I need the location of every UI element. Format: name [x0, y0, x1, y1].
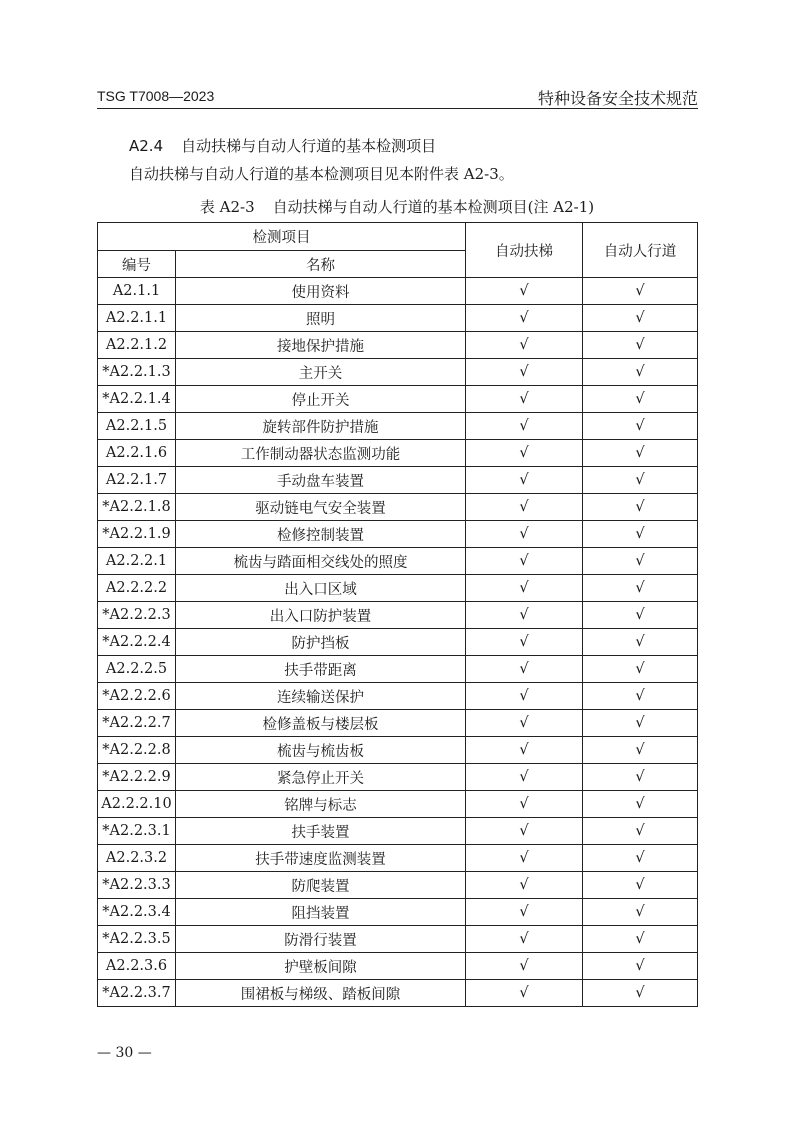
item-name-cell: 防护挡板 — [176, 629, 466, 656]
table-row — [98, 413, 698, 440]
walkway-check-cell: √ — [583, 818, 698, 845]
item-name-cell: 手动盘车装置 — [176, 467, 466, 494]
item-number-cell: *A2.2.1.4 — [98, 386, 176, 413]
escalator-check-cell: √ — [466, 980, 583, 1007]
walkway-check-cell: √ — [583, 305, 698, 332]
item-number-cell: *A2.2.2.4 — [98, 629, 176, 656]
item-name-cell: 接地保护措施 — [176, 332, 466, 359]
item-number-cell: *A2.2.3.1 — [98, 818, 176, 845]
escalator-check-cell: √ — [466, 467, 583, 494]
table-row — [98, 629, 698, 656]
table-row — [98, 494, 698, 521]
walkway-check-cell: √ — [583, 656, 698, 683]
header-item-name: 名称 — [176, 251, 466, 278]
escalator-check-cell: √ — [466, 953, 583, 980]
item-name-cell: 梳齿与踏面相交线处的照度 — [176, 548, 466, 575]
item-number-cell: *A2.2.2.6 — [98, 683, 176, 710]
item-name-cell: 防爬装置 — [176, 872, 466, 899]
table-row — [98, 386, 698, 413]
escalator-check-cell: √ — [466, 575, 583, 602]
walkway-check-cell: √ — [583, 980, 698, 1007]
table-row — [98, 332, 698, 359]
item-number-cell: *A2.2.2.7 — [98, 710, 176, 737]
item-name-cell: 护壁板间隙 — [176, 953, 466, 980]
walkway-check-cell: √ — [583, 548, 698, 575]
item-name-cell: 围裙板与梯级、踏板间隙 — [176, 980, 466, 1007]
walkway-check-cell: √ — [583, 521, 698, 548]
escalator-check-cell: √ — [466, 872, 583, 899]
table-row — [98, 683, 698, 710]
table-row — [98, 521, 698, 548]
table-caption — [0, 196, 794, 217]
walkway-check-cell: √ — [583, 710, 698, 737]
walkway-check-cell: √ — [583, 737, 698, 764]
section-heading — [129, 135, 436, 156]
table-row — [98, 926, 698, 953]
table-row — [98, 575, 698, 602]
item-name-cell: 梳齿与梳齿板 — [176, 737, 466, 764]
walkway-check-cell: √ — [583, 386, 698, 413]
item-number-cell: *A2.2.2.8 — [98, 737, 176, 764]
walkway-check-cell: √ — [583, 359, 698, 386]
item-number-cell: A2.2.1.2 — [98, 332, 176, 359]
table-row — [98, 278, 698, 305]
header-item-number: 编号 — [98, 251, 176, 278]
item-number-cell: *A2.2.2.9 — [98, 764, 176, 791]
section-number: A2.4 — [129, 137, 164, 155]
table-row — [98, 602, 698, 629]
item-number-cell: A2.2.1.1 — [98, 305, 176, 332]
escalator-check-cell: √ — [466, 818, 583, 845]
item-name-cell: 旋转部件防护措施 — [176, 413, 466, 440]
document-series-title: 特种设备安全技术规范 — [537, 89, 698, 108]
walkway-check-cell: √ — [583, 953, 698, 980]
walkway-check-cell: √ — [583, 494, 698, 521]
item-name-cell: 扶手装置 — [176, 818, 466, 845]
table-row — [98, 899, 698, 926]
item-number-cell: *A2.2.2.3 — [98, 602, 176, 629]
table-row — [98, 737, 698, 764]
document-code: TSG T7008—2023 — [97, 88, 215, 104]
item-name-cell: 防滑行装置 — [176, 926, 466, 953]
item-number-cell: A2.2.1.5 — [98, 413, 176, 440]
item-number-cell: A2.2.3.6 — [98, 953, 176, 980]
table-header-row — [98, 223, 698, 251]
item-number-cell: *A2.2.3.7 — [98, 980, 176, 1007]
page-number: — 30 — — [97, 1045, 152, 1061]
escalator-check-cell: √ — [466, 899, 583, 926]
item-number-cell: A2.2.2.2 — [98, 575, 176, 602]
table-row — [98, 359, 698, 386]
header-escalator: 自动扶梯 — [466, 223, 583, 278]
walkway-check-cell: √ — [583, 845, 698, 872]
table-caption-label: 表 A2-3 — [199, 198, 255, 216]
escalator-check-cell: √ — [466, 521, 583, 548]
escalator-check-cell: √ — [466, 602, 583, 629]
walkway-check-cell: √ — [583, 791, 698, 818]
item-number-cell: A2.2.1.7 — [98, 467, 176, 494]
item-name-cell: 工作制动器状态监测功能 — [176, 440, 466, 467]
table-row — [98, 872, 698, 899]
table-row — [98, 305, 698, 332]
item-number-cell: A2.2.2.5 — [98, 656, 176, 683]
item-name-cell: 出入口防护装置 — [176, 602, 466, 629]
walkway-check-cell: √ — [583, 629, 698, 656]
walkway-check-cell: √ — [583, 926, 698, 953]
escalator-check-cell: √ — [466, 791, 583, 818]
header-divider — [97, 108, 698, 109]
escalator-check-cell: √ — [466, 764, 583, 791]
item-number-cell: *A2.2.3.5 — [98, 926, 176, 953]
table-row — [98, 980, 698, 1007]
table-row — [98, 467, 698, 494]
item-number-cell: A2.2.1.6 — [98, 440, 176, 467]
escalator-check-cell: √ — [466, 926, 583, 953]
walkway-check-cell: √ — [583, 467, 698, 494]
item-number-cell: A2.2.2.1 — [98, 548, 176, 575]
item-number-cell: *A2.2.1.9 — [98, 521, 176, 548]
item-number-cell: A2.1.1 — [98, 278, 176, 305]
item-name-cell: 扶手带速度监测装置 — [176, 845, 466, 872]
table-row — [98, 845, 698, 872]
walkway-check-cell: √ — [583, 575, 698, 602]
table-row — [98, 440, 698, 467]
intro-paragraph: 自动扶梯与自动人行道的基本检测项目见本附件表 A2-3。 — [129, 165, 514, 183]
table-row — [98, 953, 698, 980]
item-name-cell: 紧急停止开关 — [176, 764, 466, 791]
escalator-check-cell: √ — [466, 710, 583, 737]
header-inspection-items: 检测项目 — [98, 223, 466, 251]
escalator-check-cell: √ — [466, 278, 583, 305]
item-name-cell: 连续输送保护 — [176, 683, 466, 710]
escalator-check-cell: √ — [466, 656, 583, 683]
item-name-cell: 停止开关 — [176, 386, 466, 413]
item-number-cell: *A2.2.1.3 — [98, 359, 176, 386]
walkway-check-cell: √ — [583, 899, 698, 926]
item-name-cell: 出入口区域 — [176, 575, 466, 602]
item-number-cell: A2.2.2.10 — [98, 791, 176, 818]
item-name-cell: 检修盖板与楼层板 — [176, 710, 466, 737]
escalator-check-cell: √ — [466, 305, 583, 332]
escalator-check-cell: √ — [466, 629, 583, 656]
item-name-cell: 铭牌与标志 — [176, 791, 466, 818]
walkway-check-cell: √ — [583, 872, 698, 899]
table-row — [98, 710, 698, 737]
escalator-check-cell: √ — [466, 737, 583, 764]
item-number-cell: *A2.2.1.8 — [98, 494, 176, 521]
walkway-check-cell: √ — [583, 764, 698, 791]
table-body — [98, 278, 698, 1007]
header-moving-walkway: 自动人行道 — [583, 223, 698, 278]
escalator-check-cell: √ — [466, 440, 583, 467]
escalator-check-cell: √ — [466, 845, 583, 872]
inspection-items-table — [97, 222, 698, 1007]
walkway-check-cell: √ — [583, 278, 698, 305]
walkway-check-cell: √ — [583, 440, 698, 467]
escalator-check-cell: √ — [466, 359, 583, 386]
item-name-cell: 阻挡装置 — [176, 899, 466, 926]
table-row — [98, 548, 698, 575]
table-row — [98, 764, 698, 791]
walkway-check-cell: √ — [583, 602, 698, 629]
item-name-cell: 检修控制装置 — [176, 521, 466, 548]
table-row — [98, 791, 698, 818]
item-name-cell: 扶手带距离 — [176, 656, 466, 683]
item-name-cell: 主开关 — [176, 359, 466, 386]
item-name-cell: 照明 — [176, 305, 466, 332]
escalator-check-cell: √ — [466, 494, 583, 521]
walkway-check-cell: √ — [583, 683, 698, 710]
item-name-cell: 驱动链电气安全装置 — [176, 494, 466, 521]
walkway-check-cell: √ — [583, 332, 698, 359]
walkway-check-cell: √ — [583, 413, 698, 440]
escalator-check-cell: √ — [466, 548, 583, 575]
escalator-check-cell: √ — [466, 332, 583, 359]
escalator-check-cell: √ — [466, 683, 583, 710]
item-number-cell: A2.2.3.2 — [98, 845, 176, 872]
table-row — [98, 656, 698, 683]
table-row — [98, 818, 698, 845]
table-caption-title: 自动扶梯与自动人行道的基本检测项目(注 A2-1) — [272, 198, 595, 216]
item-number-cell: *A2.2.3.4 — [98, 899, 176, 926]
escalator-check-cell: √ — [466, 413, 583, 440]
escalator-check-cell: √ — [466, 386, 583, 413]
item-number-cell: *A2.2.3.3 — [98, 872, 176, 899]
section-title: 自动扶梯与自动人行道的基本检测项目 — [181, 137, 437, 155]
item-name-cell: 使用资料 — [176, 278, 466, 305]
